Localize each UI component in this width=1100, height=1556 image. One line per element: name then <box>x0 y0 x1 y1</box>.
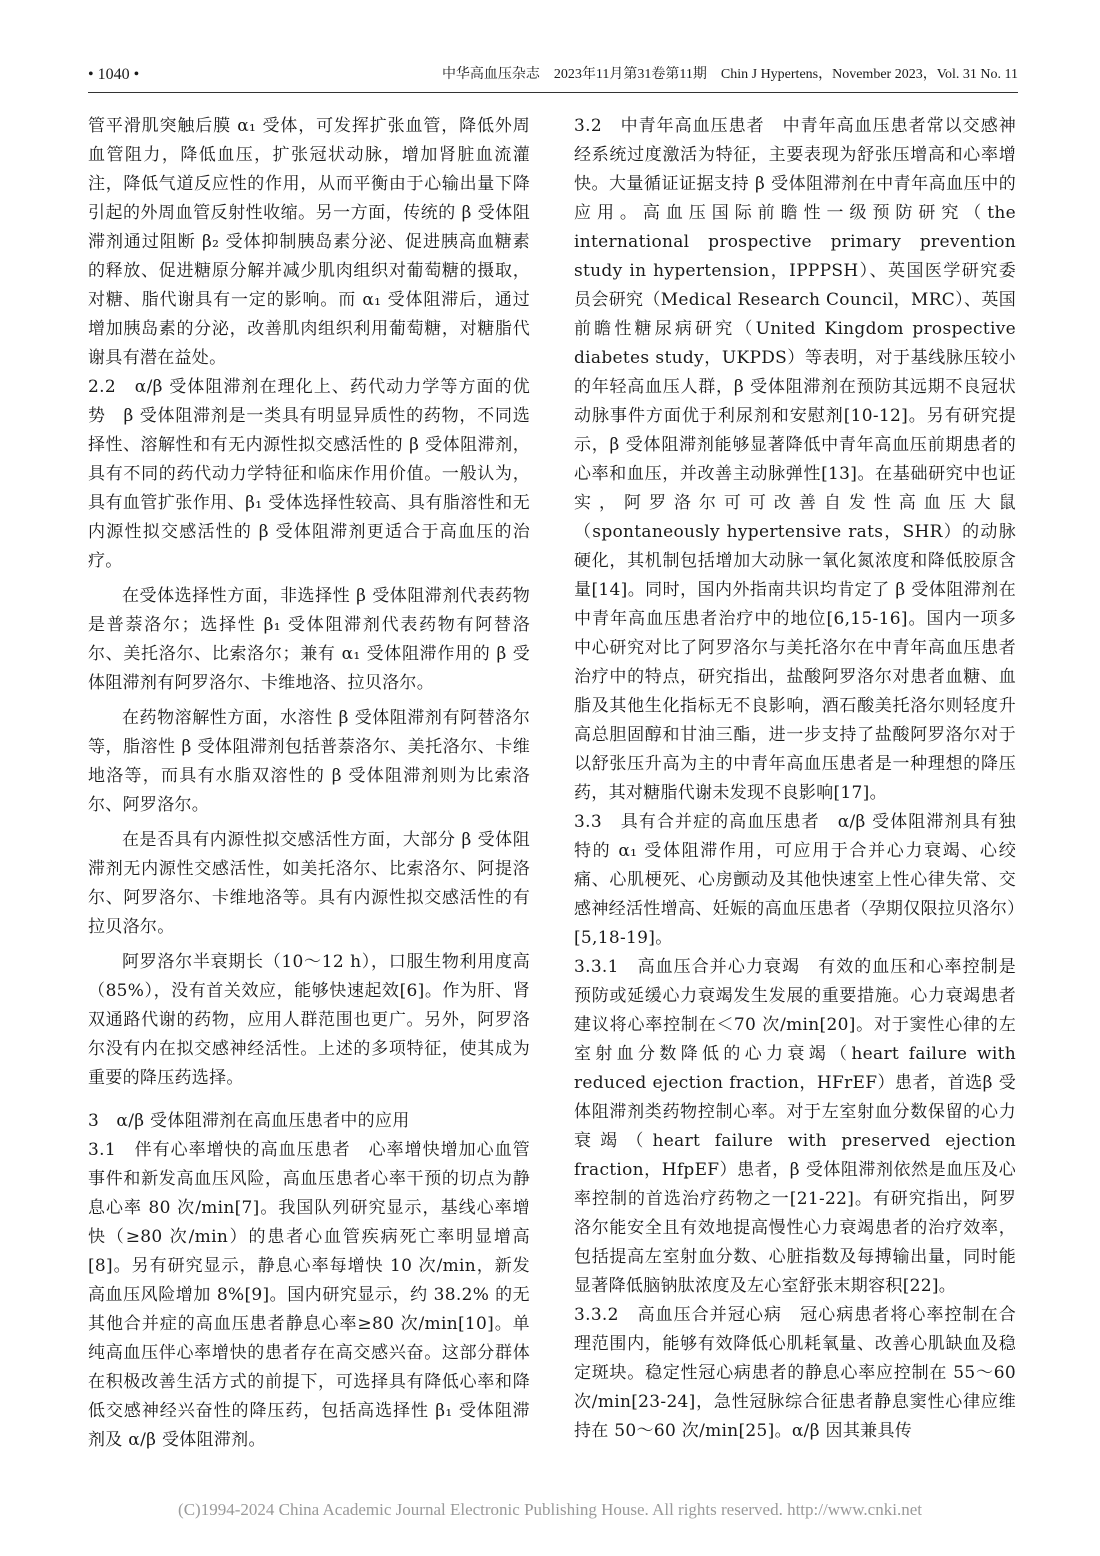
paragraph: 在药物溶解性方面，水溶性 β 受体阻滞剂有阿替洛尔等，脂溶性 β 受体阻滞剂包括普萘洛尔、美托洛尔、卡维地洛等，而具有水脂双溶性的 β 受体阻滞剂则为比索洛尔、阿罗洛尔。 <box>88 708 530 815</box>
section-spacer <box>88 1093 530 1107</box>
header-rule <box>88 92 1018 93</box>
right-column <box>574 112 1016 1446</box>
section-heading-3-3-2: 3.3.2 高血压合并冠心病 冠心病患者将心率控制在合理范围内，能够有效降低心肌耗氧量、改善心肌缺血及稳定斑块。稳定性冠心病患者的静息心率应控制在 55～60 次/min[23-24]，急性冠脉综合征患者静息窦性心律应维持在 50～60 次/min[25]。α/β 因其兼具传 <box>574 1305 1016 1441</box>
copyright-footer: (C)1994-2024 China Academic Journal Electronic Publishing House. All rights reserved. http://www.cnki.net <box>178 1500 922 1519</box>
page-number: • 1040 • <box>88 66 140 83</box>
page-header <box>88 62 1018 88</box>
section-heading-2-2: 2.2 α/β 受体阻滞剂在理化上、药代动力学等方面的优势 β 受体阻滞剂是一类具有明显异质性的药物，不同选择性、溶解性和有无内源性拟交感活性的 β 受体阻滞剂，具有不同的药代动力学特征和临床作用价值。一般认为，具有血管扩张作用、β₁ 受体选择性较高、具有脂溶性和无内源性拟交感活性的 β 受体阻滞剂更适合于高血压的治疗。 <box>88 377 530 571</box>
journal-citation: 中华高血压杂志 2023年11月第31卷第11期 Chin J Hypertens，November 2023，Vol. 31 No. 11 <box>441 67 1018 82</box>
section-heading-3-1: 3.1 伴有心率增快的高血压患者 心率增快增加心血管事件和新发高血压风险，高血压患者心率干预的切点为静息心率 80 次/min[7]。我国队列研究显示，基线心率增快（≥80 次/min）的患者心血管疾病死亡率明显增高[8]。另有研究显示，静息心率每增快 10 次/min，新发高血压风险增加 8%[9]。国内研究显示，约 38.2% 的无其他合并症的高血压患者静息心率≥80 次/min[10]。单纯高血压伴心率增快的患者存在高交感兴奋。这部分群体在积极改善生活方式的前提下，可选择具有降低心率和降低交感神经兴奋性的降压药，包括高选择性 β₁ 受体阻滞剂及 α/β 受体阻滞剂。 <box>88 1140 530 1450</box>
left-column <box>88 112 530 1455</box>
paragraph: 阿罗洛尔半衰期长（10～12 h），口服生物利用度高（85%），没有首关效应，能够快速起效[6]。作为肝、肾双通路代谢的药物，应用人群范围也更广。另外，阿罗洛尔没有内在拟交感神经活性。上述的多项特征，使其成为重要的降压药选择。 <box>88 952 530 1088</box>
section-heading-3: 3 α/β 受体阻滞剂在高血压患者中的应用 <box>88 1111 410 1131</box>
paragraph: 在是否具有内源性拟交感活性方面，大部分 β 受体阻滞剂无内源性交感活性，如美托洛尔、比索洛尔、阿提洛尔、阿罗洛尔、卡维地洛等。具有内源性拟交感活性的有拉贝洛尔。 <box>88 830 530 937</box>
paragraph: 管平滑肌突触后膜 α₁ 受体，可发挥扩张血管，降低外周血管阻力，降低血压，扩张冠状动脉，增加肾脏血流灌注，降低气道反应性的作用，从而平衡由于心输出量下降引起的外周血管反射性收缩。另一方面，传统的 β 受体阻滞剂通过阻断 β₂ 受体抑制胰岛素分泌、促进胰高血糖素的释放、促进糖原分解并减少肌肉组织对葡萄糖的摄取，对糖、脂代谢具有一定的影响。而 α₁ 受体阻滞后，通过增加胰岛素的分泌，改善肌肉组织利用葡萄糖，对糖脂代谢具有潜在益处。 <box>88 116 530 368</box>
paragraph: 在受体选择性方面，非选择性 β 受体阻滞剂代表药物是普萘洛尔；选择性 β₁ 受体阻滞剂代表药物有阿替洛尔、美托洛尔、比索洛尔；兼有 α₁ 受体阻滞作用的 β 受体阻滞剂有阿罗洛尔、卡维地洛、拉贝洛尔。 <box>88 586 530 693</box>
section-heading-3-3-1: 3.3.1 高血压合并心力衰竭 有效的血压和心率控制是预防或延缓心力衰竭发生发展的重要措施。心力衰竭患者建议将心率控制在＜70 次/min[20]。对于窦性心律的左室射血分数降低的心力衰竭（heart failure with reduced ejection fraction，HFrEF）患者，首选β 受体阻滞剂类药物控制心率。对于左室射血分数保留的心力衰竭（heart failure with preserved ejection fraction，HfpEF）患者，β 受体阻滞剂依然是血压及心率控制的首选治疗药物之一[21-22]。有研究指出，阿罗洛尔能安全且有效地提高慢性心力衰竭患者的治疗效率，包括提高左室射血分数、心脏指数及每搏输出量，同时能显著降低脑钠肽浓度及左心室舒张末期容积[22]。 <box>574 957 1016 1296</box>
section-heading-3-2: 3.2 中青年高血压患者 中青年高血压患者常以交感神经系统过度激活为特征，主要表现为舒张压增高和心率增快。大量循证证据支持 β 受体阻滞剂在中青年高血压中的应用。高血压国际前瞻性一级预防研究（the international prospective primary prevention study in hypertension，IPPPSH）、英国医学研究委员会研究（Medical Research Council，MRC）、英国前瞻性糖尿病研究（United Kingdom prospective diabetes study，UKPDS）等表明，对于基线脉压较小的年轻高血压人群，β 受体阻滞剂在预防其远期不良冠状动脉事件方面优于利尿剂和安慰剂[10-12]。另有研究提示，β 受体阻滞剂能够显著降低中青年高血压前期患者的心率和血压，并改善主动脉弹性[13]。在基础研究中也证实，阿罗洛尔可可改善自发性高血压大鼠（spontaneously hypertensive rats，SHR）的动脉硬化，其机制包括增加大动脉一氧化氮浓度和降低胶原含量[14]。同时，国内外指南共识均肯定了 β 受体阻滞剂在中青年高血压患者治疗中的地位[6,15-16]。国内一项多中心研究对比了阿罗洛尔与美托洛尔在中青年高血压患者治疗中的特点，研究指出，盐酸阿罗洛尔对患者血糖、血脂及其他生化指标无不良影响，酒石酸美托洛尔则轻度升高总胆固醇和甘油三酯，进一步支持了盐酸阿罗洛尔对于以舒张压升高为主的中青年高血压患者是一种理想的降压药，其对糖脂代谢未发现不良影响[17]。 <box>574 116 1016 803</box>
section-heading-3-3: 3.3 具有合并症的高血压患者 α/β 受体阻滞剂具有独特的 α₁ 受体阻滞作用，可应用于合并心力衰竭、心绞痛、心肌梗死、心房颤动及其他快速室上性心律失常、交感神经活性增高、妊娠的高血压患者（孕期仅限拉贝洛尔）[5,18-19]。 <box>574 812 1016 948</box>
